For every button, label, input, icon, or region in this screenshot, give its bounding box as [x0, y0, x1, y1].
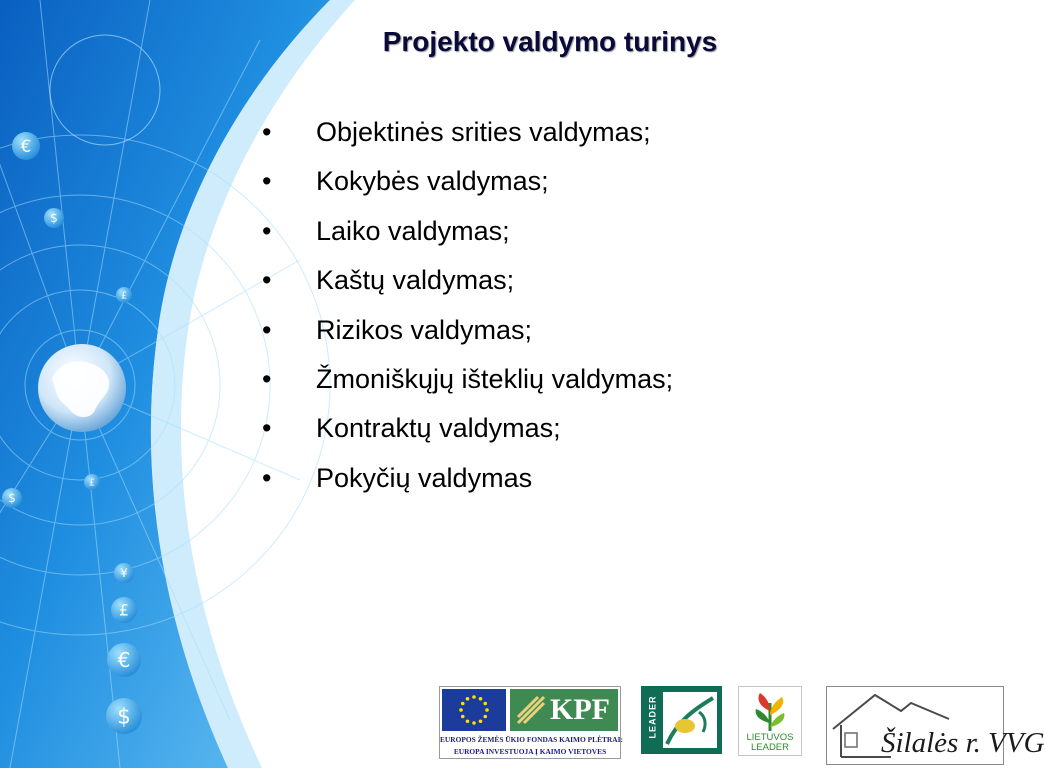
currency-symbol: £ — [88, 477, 96, 489]
bullet-marker: • — [262, 413, 272, 444]
lietuvos-leader-line2: LEADER — [750, 742, 789, 753]
bullet-text: Kaštų valdymas; — [316, 265, 515, 296]
kpf-mark — [510, 689, 618, 731]
currency-coin-icon — [84, 474, 100, 490]
kpf-caption-line2: EUROPA INVESTUOJA Į KAIMO VIETOVES — [453, 747, 607, 756]
currency-coin-icon — [12, 132, 40, 160]
wheat-icon — [514, 693, 548, 727]
bullet-marker: • — [262, 215, 272, 246]
currency-symbol: $ — [8, 491, 16, 506]
bullet-marker: • — [262, 166, 272, 197]
silale-vvg-logo — [826, 686, 1045, 765]
bullet-text: Laiko valdymas; — [316, 215, 510, 246]
currency-symbol: $ — [117, 704, 131, 730]
currency-symbol: $ — [50, 211, 58, 226]
leader-logo — [641, 686, 722, 754]
leader-label: LEADER — [647, 695, 658, 739]
currency-coin-icon — [107, 643, 141, 677]
bullet-text: Kontraktų valdymas; — [316, 413, 561, 444]
bullet-marker: • — [262, 462, 272, 493]
currency-coin-icon — [111, 597, 137, 623]
currency-coin-icon — [106, 698, 142, 734]
bullet-text: Objektinės srities valdymas; — [316, 117, 651, 147]
bullet-marker: • — [262, 117, 272, 147]
currency-coin-icon — [114, 563, 134, 583]
currency-symbol: € — [117, 648, 131, 673]
slide-title: Projekto valdymo turinys — [382, 26, 718, 57]
lietuvos-leader-line1: LIETUVOS — [746, 732, 794, 743]
currency-symbol: ¥ — [120, 566, 128, 581]
bullet-marker: • — [262, 265, 272, 296]
bullet-marker: • — [262, 363, 272, 394]
lietuvos-leader-logo — [738, 686, 802, 756]
currency-coin-icon — [116, 287, 132, 303]
currency-symbol: £ — [119, 601, 129, 620]
kpf-logo — [439, 686, 621, 759]
currency-coin-icon — [2, 488, 22, 508]
kpf-mark-text: KPF — [550, 693, 610, 726]
currency-coin-icon — [44, 208, 64, 228]
bullet-text: Kokybės valdymas; — [316, 166, 549, 197]
sprout-icon — [750, 689, 790, 733]
currency-symbol: £ — [120, 290, 128, 302]
kpf-caption-line1: EUROPOS ŽEMĖS ŪKIO FONDAS KAIMO PLĖTRAI: — [440, 735, 623, 744]
currency-symbol: € — [20, 135, 32, 156]
bullet-text: Žmoniškųjų išteklių valdymas; — [316, 363, 674, 394]
leader-emblem-icon — [663, 692, 717, 748]
bullet-text: Rizikos valdymas; — [316, 314, 533, 345]
bullet-text: Pokyčių valdymas — [316, 462, 533, 493]
silale-vvg-label: Šilalės r. VVG — [881, 727, 1045, 759]
eu-flag-icon — [442, 689, 506, 731]
bullet-marker: • — [262, 314, 272, 345]
